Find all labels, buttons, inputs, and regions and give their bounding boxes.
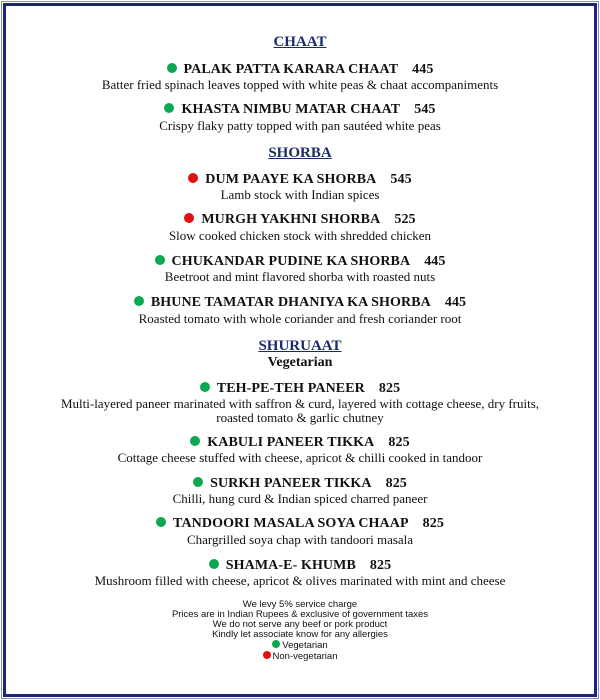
dish-price: 825 [422,516,444,531]
veg-dot-icon [164,103,174,113]
dish-name: TANDOORI MASALA SOYA CHAAP [173,516,409,531]
veg-dot-icon [155,255,165,265]
legend-nonveg [0,651,600,662]
legend-veg-label: Vegetarian [282,640,328,651]
dish-name: KHASTA NIMBU MATAR CHAAT [181,102,401,117]
dish-name: PALAK PATTA KARARA CHAAT [183,62,399,77]
dish-price: 825 [388,435,410,450]
section-heading: SHORBA [268,145,332,161]
veg-dot-icon [209,559,219,569]
legend-nonveg-label: Non-vegetarian [272,651,338,662]
dish-name: CHUKANDAR PUDINE KA SHORBA [171,254,411,269]
section-heading: CHAAT [273,34,327,50]
dish-name: SURKH PANEER TIKKA [210,476,372,491]
menu-item-name [0,558,600,574]
menu-item-description: roasted tomato & garlic chutney [216,410,384,425]
veg-dot-icon [167,63,177,73]
menu-item-name [0,62,600,78]
menu-item-name [0,172,600,188]
veg-dot-icon [156,517,166,527]
menu-item-description: Roasted tomato with whole coriander and fresh coriander root [138,311,462,326]
dish-price: 525 [394,212,416,227]
dish-price: 445 [444,295,467,310]
dish-name: KABULI PANEER TIKKA [207,435,375,450]
menu-item-description: Chilli, hung curd & Indian spiced charred paneer [172,491,428,506]
dish-name: DUM PAAYE KA SHORBA [205,172,377,187]
nonveg-dot-icon [263,651,271,659]
dish-price: 445 [412,62,434,77]
footer-note: Kindly let associate know for any allergies [212,629,388,640]
veg-dot-icon [190,436,200,446]
section-heading: SHURUAAT [258,338,342,354]
menu-item-description: Multi-layered paneer marinated with saffron & curd, layered with cottage cheese, dry fruits, [60,396,540,411]
menu-item-name [0,295,600,311]
dish-price: 545 [414,102,436,117]
menu-item-description: Mushroom filled with cheese, apricot & olives marinated with mint and cheese [94,573,506,588]
dish-name: TEH-PE-TEH PANEER [216,381,365,396]
dish-price: 545 [390,172,412,187]
dish-name: SHAMA-E- KHUMB [225,558,356,573]
menu-item-description: Chargrilled soya chap with tandoori masala [186,532,414,547]
footer-note: We levy 5% service charge [242,599,358,610]
veg-dot-icon [200,382,210,392]
footer-notes [0,600,600,662]
nonveg-dot-icon [188,173,198,183]
menu-item-description: Beetroot and mint flavored shorba with roasted nuts [164,269,436,284]
dish-price: 825 [385,476,407,491]
veg-dot-icon [193,477,203,487]
dish-price: 445 [424,254,446,269]
dish-name: BHUNE TAMATAR DHANIYA KA SHORBA [150,295,431,310]
veg-dot-icon [272,640,280,648]
menu-item-name [0,254,600,270]
menu-item-name [0,516,600,532]
menu-item-name [0,381,600,397]
dish-name: MURGH YAKHNI SHORBA [201,212,381,227]
dish-price: 825 [369,558,392,573]
dish-price: 825 [378,381,401,396]
menu-item-description: Slow cooked chicken stock with shredded chicken [168,228,432,243]
menu-item-name [0,102,600,118]
menu-item-name [0,476,600,492]
veg-dot-icon [134,296,144,306]
menu-item-name [0,212,600,228]
menu-item-description: Crispy flaky patty topped with pan sautéed white peas [159,118,441,133]
menu-item-name [0,435,600,451]
footer-note: Prices are in Indian Rupees & exclusive of government taxes [171,609,429,620]
menu-item-description: Batter fried spinach leaves topped with white peas & chaat accompaniments [101,77,499,92]
legend-veg [0,640,600,651]
nonveg-dot-icon [184,213,194,223]
menu-item-description: Cottage cheese stuffed with cheese, apricot & chilli cooked in tandoor [117,450,483,465]
footer-note: We do not serve any beef or pork product [212,619,388,630]
section-subtitle: Vegetarian [267,355,333,370]
menu-item-description: Lamb stock with Indian spices [220,187,380,202]
